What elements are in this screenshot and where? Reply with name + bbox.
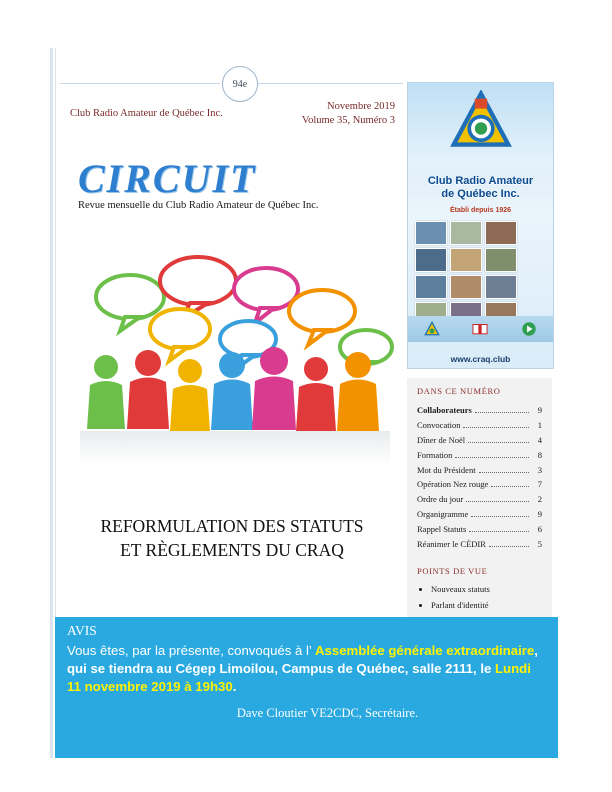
toc-leader	[466, 500, 529, 502]
toc-item-page: 4	[537, 434, 542, 445]
toc-leader	[468, 441, 529, 443]
toc-leader	[491, 485, 529, 487]
poster-club-name	[408, 175, 553, 200]
toc-leader	[469, 530, 529, 532]
toc-item[interactable]	[417, 522, 542, 537]
toc-item-page: 1	[537, 419, 542, 430]
toc-item[interactable]	[417, 418, 542, 433]
notice-box	[55, 617, 558, 758]
toc-leader	[463, 426, 529, 428]
toc-item-page: 8	[537, 449, 542, 460]
poster-photo	[415, 248, 447, 272]
headline-line-1: REFORMULATION DES STATUTS	[100, 516, 364, 536]
poster-website[interactable]: www.craq.club	[450, 354, 511, 364]
poster-photo	[485, 221, 517, 245]
table-of-contents	[407, 378, 552, 639]
toc-leader	[455, 456, 529, 458]
craq-logo-icon	[450, 90, 512, 152]
toc-leader	[479, 471, 529, 473]
arrow-right-icon[interactable]	[520, 321, 538, 337]
toc-item[interactable]	[417, 403, 542, 418]
right-column	[407, 82, 552, 369]
toc-item-title: Mot du Président	[417, 464, 476, 475]
toc-item-page: 6	[537, 524, 542, 534]
poster-photo	[415, 221, 447, 245]
toc-item-title: Opération Nez rouge	[417, 479, 489, 490]
masthead-rule-left	[60, 83, 220, 84]
issue-date: Novembre 2019	[327, 101, 395, 112]
toc-item-page: 7	[537, 479, 542, 490]
poster-photo	[450, 275, 482, 299]
toc-item-title: Convocation	[417, 419, 461, 430]
headline	[62, 515, 402, 562]
poster-photo-grid	[415, 221, 546, 326]
toc-item[interactable]	[417, 433, 542, 448]
list-item: • Nouveaux statuts	[431, 581, 542, 597]
list-item: • Parlant d'identité	[431, 597, 542, 613]
masthead-rule-right	[258, 83, 403, 84]
flag-icon	[471, 321, 489, 337]
toc-item[interactable]	[417, 507, 542, 522]
hero-illustration	[70, 255, 400, 470]
page-title: CIRCUIT	[78, 156, 257, 201]
poster-club-name-line1: Club Radio Amateur	[427, 175, 534, 187]
notice-text-part1: Vous êtes, par la présente, convoqués à l’	[67, 643, 316, 658]
toc-item-title: Ordre du jour	[417, 494, 464, 505]
poster-photo	[450, 248, 482, 272]
issue-number: Volume 35, Numéro 3	[301, 115, 395, 127]
toc-item-page: 2	[537, 494, 542, 505]
toc-item[interactable]	[417, 492, 542, 507]
toc-item-title: Rappel Statuts	[417, 524, 467, 534]
notice-text-part3: .	[232, 678, 237, 694]
poster-photo	[485, 248, 517, 272]
toc-item-page: 3	[537, 464, 542, 475]
toc-item-title: Dîner de Noël	[417, 434, 466, 445]
toc-item[interactable]	[417, 463, 542, 478]
poster-photo	[415, 275, 447, 299]
reflection	[80, 431, 390, 465]
poster-photo	[450, 221, 482, 245]
toc-item[interactable]	[417, 477, 542, 492]
toc-item-title: Organigramme	[417, 509, 469, 520]
toc-item-title: Collaborateurs	[417, 405, 472, 415]
toc-item-page: 9	[537, 509, 542, 520]
club-poster	[407, 82, 554, 369]
craq-mini-logo-icon	[423, 321, 441, 337]
toc-item-title: Formation	[417, 449, 453, 460]
toc-item[interactable]	[417, 448, 542, 463]
anniversary-badge: 94e	[222, 66, 258, 102]
headline-line-2: ET RÈGLEMENTS DU CRAQ	[120, 539, 344, 560]
notice-highlight-date: Lundi 11 novembre 2019 à 19h30	[67, 660, 531, 694]
poster-footer-band	[408, 316, 553, 342]
page-subtitle: Revue mensuelle du Club Radio Amateur de Québec Inc.	[78, 200, 319, 211]
toc-leader	[489, 545, 529, 547]
notice-highlight-assembly: Assemblée générale extraordinaire	[315, 643, 535, 658]
toc-item-title: Réanimer le CÉDIR	[417, 538, 486, 549]
notice-text-part2: , qui se tiendra au Cégep Limoilou, Campus de Québec, salle 2111, le	[67, 643, 538, 676]
notice-title: AVIS	[67, 623, 97, 638]
toc-heading: DANS CE NUMÉRO	[417, 386, 501, 396]
points-of-view-heading: POINTS DE VUE	[417, 565, 488, 576]
club-name: Club Radio Amateur de Québec Inc.	[70, 108, 223, 119]
crowd-figures	[87, 347, 379, 431]
poster-photo	[485, 275, 517, 299]
notice-signature: Dave Cloutier VE2CDC, Secrétaire.	[236, 705, 419, 720]
notice-body	[67, 642, 548, 696]
toc-leader	[471, 515, 529, 517]
toc-item-page: 5	[537, 538, 542, 549]
poster-since: Établi depuis 1926	[449, 207, 512, 214]
toc-leader	[475, 411, 529, 413]
toc-item-page: 9	[537, 405, 542, 415]
toc-item[interactable]	[417, 537, 542, 552]
poster-club-name-line2: de Québec Inc.	[441, 187, 520, 200]
issue-info	[250, 100, 395, 128]
